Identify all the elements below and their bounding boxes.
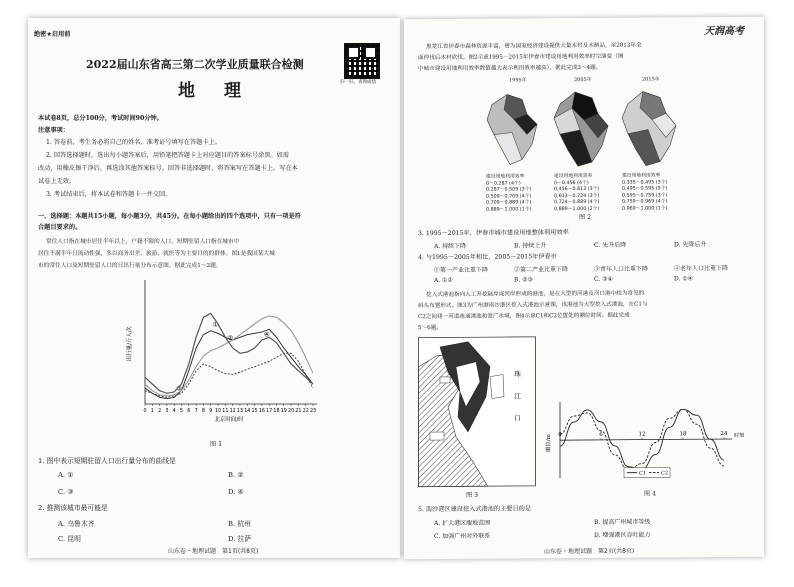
q2-option-a[interactable]: A. 乌鲁木齐: [58, 520, 95, 528]
x-axis-label: 北京时间/时: [214, 417, 244, 423]
figure-4-caption: 图 4: [644, 490, 657, 498]
x-tick-label: 24: [720, 430, 728, 438]
q5-option-c[interactable]: C. 加强广州对外联系: [434, 532, 491, 541]
q4-option-d[interactable]: D. ①④: [674, 275, 694, 283]
q4-statement-3: ③青年人口比重下降: [594, 265, 649, 273]
subject-title: 地 理: [178, 81, 247, 101]
section-title: 一、选择题：本题共15小题，每小题3分，共45分。在每小题给出的四个选项中，只有一项是符: [38, 213, 301, 220]
river-label: 江: [514, 392, 521, 401]
notice-line: 试卷上无效。: [38, 178, 76, 185]
notice-line: 改动，用橡皮擦干净后，再选涂其他答案标号。回答非选择题时，将答案写在答题卡上。写在本: [38, 165, 298, 172]
x-tick-label: 0: [558, 432, 562, 439]
q2-option-b[interactable]: B. 杭州: [228, 520, 251, 528]
legend-label-c2: C2: [661, 470, 669, 477]
q4-option-a[interactable]: A. ①②: [434, 276, 453, 285]
x-tick-label: 21: [295, 409, 302, 414]
intro-line: 面停伐后木材砍伐。图2示意1995－2015年伊春市建设用地利用效率时空演变（图: [418, 53, 624, 62]
q5-option-d[interactable]: D. 增强港区吞吐能力: [594, 531, 651, 539]
legend-2005: 建设用地利用效率 0～0.456 (4个) 0.456～0.613 (3个) 0.613～0.724 (3个) 0.724～0.889 (4个) 0.889～1.000 (2个): [554, 173, 600, 212]
section-title-cont: 合题目要求的。: [38, 224, 82, 231]
x-tick-label: 18: [679, 431, 687, 438]
question-1: 1. 图中表示短期驻留人口出行量分布的曲线是: [38, 457, 176, 465]
notice-line: 3. 考试结束后，将本试卷和答题卡一并交回。: [46, 191, 172, 198]
x-tick-label: 12: [229, 409, 236, 414]
notice-label: 注意事项：: [38, 127, 69, 134]
series-label: ①: [212, 320, 219, 329]
x-tick-label: 20: [288, 409, 295, 414]
left-page: [28, 18, 400, 558]
figure-1-line-chart: [123, 276, 323, 426]
x-tick-label: 8: [201, 409, 205, 414]
legend-2015: 建设用地利用效率 0.335～0.495 (3个) 0.495～0.595 (5个) 0.595～0.759 (3个) 0.759～0.969 (4个) 0.969～1.000 (1个): [622, 173, 668, 212]
right-page: [404, 17, 764, 560]
figure-3-caption: 图 3: [466, 491, 479, 499]
intro-line: 常住人口指在城市居住半年以上，户籍不限的人口。短期驻留人口指在城市中: [46, 239, 240, 245]
x-tick-label: 2: [158, 409, 162, 414]
map-year-2005: 2005年: [574, 76, 592, 84]
x-tick-label: 6: [599, 431, 603, 438]
x-tick-label: 5: [179, 409, 184, 414]
q4-statement-2: ②第二产业比重下降: [514, 266, 569, 274]
intro-line: 黑龙江省伊春市森林资源丰富，曾为国家经济建设提供大量木材及木制品，至2013年全: [426, 42, 642, 51]
q3-option-d[interactable]: D. 先降后升: [674, 241, 707, 249]
page-footer: 山东卷・地理试题 第2页(共8页): [544, 547, 635, 556]
q1-option-c[interactable]: C. ③: [58, 488, 74, 496]
x-tick-label: 16: [258, 409, 265, 414]
notice-line: 1. 答卷前，考生务必将自己的姓名、准考证号填写在答题卡上。: [46, 139, 221, 146]
qr-code-icon[interactable]: [344, 43, 380, 79]
question-4: 4. 与1995－2005年相比，2005－2015年伊春市: [418, 253, 557, 262]
q4-option-b[interactable]: B. ②③: [514, 276, 533, 284]
y-axis-label: 出行量/万人次: [127, 326, 133, 362]
x-tick-label: 17: [266, 409, 273, 414]
map-2015: [622, 91, 676, 165]
page-footer: 山东卷・地理试题 第1页(共8页): [168, 548, 259, 555]
q1-option-a[interactable]: A. ①: [58, 471, 74, 479]
x-tick-label: 19: [280, 409, 287, 414]
x-axis: [560, 439, 732, 440]
q3-option-a[interactable]: A. 持续下降: [434, 242, 467, 251]
river-label: 珠: [514, 370, 521, 379]
q1-option-d[interactable]: D. ④: [228, 488, 244, 496]
q3-option-b[interactable]: B. 持续上升: [514, 242, 547, 250]
x-tick-label: 12: [638, 431, 646, 438]
legend-1995: 建设用地利用效率 0～0.287 (4个) 0.287～0.509 (3个) 0.509～0.709 (4个) 0.709～0.889 (4个) 0.889～1.000 (1个): [486, 174, 532, 213]
q4-option-c[interactable]: C. ③④: [594, 275, 613, 283]
qr-caption: 扫一扫，查询成绩: [340, 80, 376, 85]
x-tick-label: 18: [273, 409, 280, 414]
q4-statement-1: ①第一产业比重下降: [434, 266, 489, 275]
x-tick-label: 4: [172, 409, 176, 414]
port-intro-line: C2之间建一河道连通港池和宽广水域，图4示意C1和C2位置处的潮位时间。据此完成: [418, 312, 630, 321]
port-intro-line: 码头布置形式。图3为广州港南沙港区挖入式港池示意图，该港池为大型挖入式港池，在C1与: [418, 301, 648, 310]
x-tick-label: 13: [236, 409, 244, 414]
q2-option-d[interactable]: D. 拉萨: [228, 535, 252, 543]
notice-line: 2. 回答选择题时，选出每小题答案后，用铅笔把答题卡上对应题目的答案标号涂黑。如需: [46, 152, 289, 159]
river-label: 口: [514, 414, 521, 423]
series-label: ③: [176, 384, 183, 393]
figure-2-caption: 图 2: [579, 213, 592, 222]
figure-3-port-map: [418, 336, 536, 487]
notice-header: 本试卷8页，总分100分，考试时间90分钟。: [38, 115, 163, 122]
question-3: 3. 1995－2015年，伊春市城市建设用地整体利用效率: [418, 229, 569, 238]
q5-option-a[interactable]: A. 扩大港区腹地范围: [434, 519, 491, 528]
map-year-1995: 1995年: [509, 77, 527, 84]
intro-line: 市的常住人口及短期驻留人口的日出行量分布示意图。据此完成1～2题。: [38, 263, 222, 269]
x-tick-label: 1: [150, 409, 154, 414]
figure-4-tide-chart: [542, 397, 752, 488]
port-intro-line: 挖入式港池指向人工开挖陆岸或河岸形成的港池，是在大型的河港及河口港中较为常见的: [426, 290, 645, 299]
secret-label: 绝密★启用前: [34, 31, 71, 38]
legend-label-c1: C1: [639, 470, 647, 477]
q3-option-c[interactable]: C. 先升后降: [594, 241, 627, 249]
q2-option-c[interactable]: C. 昆明: [58, 535, 81, 543]
intro-line: 中城市建设用地利用效率数值越大表示利用效率越高）。据此完成3～4题。: [418, 64, 602, 73]
port-intro-line: 5～6题。: [418, 324, 442, 332]
x-tick-label: 10: [214, 409, 222, 414]
x-tick-label: 3: [165, 409, 169, 414]
series-label: ②: [227, 334, 234, 342]
x-tick-label: 7: [194, 409, 198, 414]
map-1995: [487, 94, 537, 164]
series-line-2: [145, 316, 313, 396]
question-5: 5. 南沙港区建设挖入式港池的主要目的是: [418, 505, 532, 514]
series-label: ④: [263, 330, 270, 339]
x-tick-label: 23: [309, 409, 317, 414]
x-tick-label: 14: [244, 409, 251, 414]
map-year-2015: 2015年: [642, 76, 660, 83]
q5-option-b[interactable]: B. 提高广州城市等级: [594, 518, 651, 526]
x-tick-label: 9: [209, 409, 213, 414]
x-tick-label: 0: [143, 409, 147, 414]
q1-option-b[interactable]: B. ②: [228, 471, 244, 479]
x-tick-label: 22: [302, 409, 309, 414]
y-axis-label: 潮位/m: [546, 434, 552, 453]
figure-2-maps: [482, 83, 692, 174]
brand-logo: 天润高考: [704, 25, 744, 38]
map-2005: [554, 92, 608, 166]
x-tick-label: 15: [251, 409, 258, 414]
intro-line: 居住不满半年且流动性强，多以商务出差、旅游、就医等为主要目的的群体。图1是我国某大城: [38, 251, 275, 257]
q4-statement-4: ④老年人口比重下降: [674, 264, 729, 273]
question-2: 2. 推测该城市最可能是: [38, 504, 108, 512]
x-axis-label: 时刻: [734, 432, 745, 439]
x-tick-label: 11: [222, 409, 229, 414]
figure-1-caption: 图 1: [210, 441, 223, 448]
exam-title: 2022届山东省高三第二次学业质量联合检测: [86, 58, 304, 71]
x-tick-label: 6: [187, 409, 191, 414]
